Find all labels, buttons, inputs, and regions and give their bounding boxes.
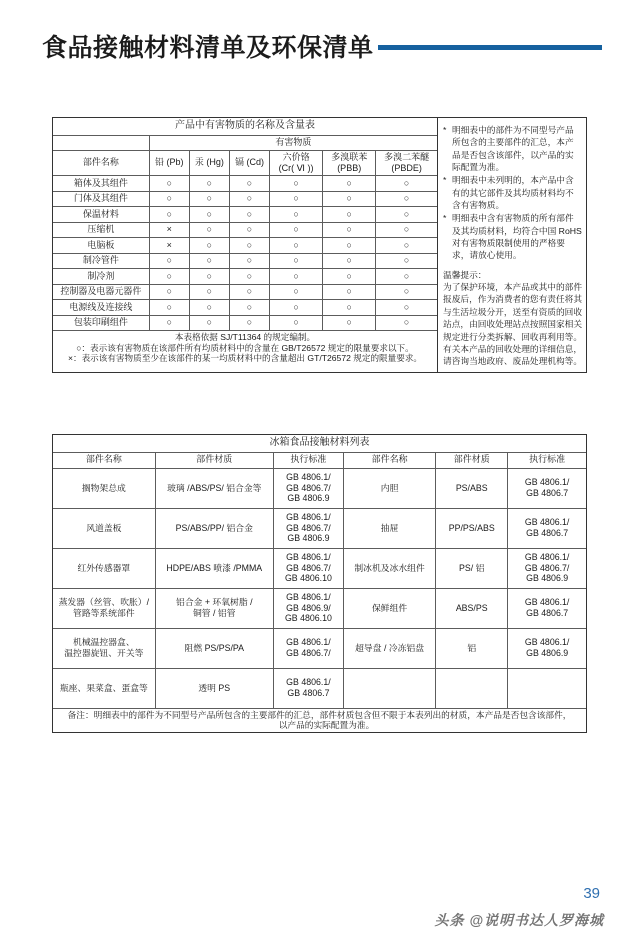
hazard-mark-ok: ○: [149, 315, 189, 331]
hazard-mark-ok: ○: [270, 207, 323, 223]
material-part-left: 搁物架总成: [53, 468, 155, 508]
hazard-group-header: 有害物质: [149, 135, 437, 150]
material-table-body: [53, 468, 586, 708]
hazard-mark-ok: ○: [376, 300, 437, 316]
material-material-left: 玻璃 /ABS/PS/ 铝合金等: [155, 468, 273, 508]
hazard-part-name: 包装印刷组件: [53, 315, 149, 331]
material-header-standard-left: 执行标准: [273, 452, 343, 468]
material-standard-left: GB 4806.1/ GB 4806.7/ GB 4806.9: [273, 468, 343, 508]
material-header-standard-right: 执行标准: [508, 452, 586, 468]
hazard-part-name: 电脑板: [53, 238, 149, 254]
note-text: 明细表中的部件为不同型号产品所包含的主要部件的汇总，本产品是否包含该部件，以产品的实际配置为准。: [452, 125, 574, 173]
asterisk-icon: *: [443, 175, 447, 186]
hazard-mark-ok: ○: [229, 222, 269, 238]
material-standard-left: GB 4806.1/ GB 4806.7/ GB 4806.9: [273, 508, 343, 548]
hazard-mark-ok: ○: [270, 300, 323, 316]
hazard-mark-ok: ○: [270, 269, 323, 285]
material-material-left: PS/ABS/PP/ 铝合金: [155, 508, 273, 548]
tip-body-1: 为了保护环境，本产品或其中的部件报废后，作为消费者的您有责任将其与生活垃圾分开，送至有资质的回收站点，由回收处理站点按照国家相关规定进行分类拆解、回收再利用等。: [443, 282, 582, 342]
hazard-mark-ok: ○: [189, 315, 229, 331]
material-table-footnote: [53, 708, 586, 732]
hazard-mark-ok: ○: [149, 176, 189, 192]
hazard-mark-ok: ○: [376, 315, 437, 331]
hazard-mark-ok: ○: [323, 269, 376, 285]
hazard-mark-ok: ○: [270, 176, 323, 192]
hazard-part-name: 门体及其组件: [53, 191, 149, 207]
tip-body-2: 有关本产品的回收处理的详细信息，请咨询当地政府、废品处理机构等。: [443, 343, 582, 367]
material-part-left: 瓶座、果菜盒、蛋盒等: [53, 668, 155, 708]
hazard-mark-ok: ○: [323, 284, 376, 300]
hazard-mark-ok: ○: [229, 284, 269, 300]
material-material-right: [436, 668, 508, 708]
material-header-material-right: 部件材质: [436, 452, 508, 468]
hazard-col-header-pbb: 多溴联苯 (PBB): [323, 150, 376, 176]
table-row: [53, 207, 437, 223]
hazard-part-name: 压缩机: [53, 222, 149, 238]
hazard-mark-ok: ○: [270, 222, 323, 238]
material-standard-left: GB 4806.1/ GB 4806.7: [273, 668, 343, 708]
hazard-mark-ok: ○: [376, 238, 437, 254]
hazard-part-name: 保温材料: [53, 207, 149, 223]
hazard-part-name: 制冷剂: [53, 269, 149, 285]
material-material-right: PP/PS/ABS: [436, 508, 508, 548]
material-header-material-left: 部件材质: [155, 452, 273, 468]
hazard-mark-ok: ○: [323, 253, 376, 269]
note-item: [443, 174, 582, 211]
material-part-right: 内胆: [344, 468, 436, 508]
hazard-mark-ok: ○: [376, 222, 437, 238]
hazard-mark-exceed: ×: [149, 238, 189, 254]
material-footnote-line-1: 备注：明细表中的部件为不同型号产品所包含的主要部件的汇总，部件材质包含但不限于本表列出的材质，本产品是否包含该部件，: [67, 709, 572, 720]
tip-title: 温馨提示：: [443, 269, 487, 280]
hazard-mark-ok: ○: [229, 191, 269, 207]
table-row: [53, 668, 586, 708]
material-standard-right: GB 4806.1/ GB 4806.7: [508, 508, 586, 548]
material-material-left: 透明 PS: [155, 668, 273, 708]
note-item: [443, 212, 582, 261]
material-material-left: HDPE/ABS 喷漆 /PMMA: [155, 548, 273, 588]
material-part-left: 蒸发器（丝管、吹胀）/ 管路等系统部件: [53, 588, 155, 628]
hazard-mark-ok: ○: [323, 238, 376, 254]
hazard-mark-ok: ○: [149, 284, 189, 300]
title-accent-rule: [378, 45, 602, 50]
hazard-part-name: 电源线及连接线: [53, 300, 149, 316]
hazard-table-title: 产品中有害物质的名称及含量表: [53, 118, 437, 135]
material-material-right: 铝: [436, 628, 508, 668]
page-number: 39: [583, 885, 600, 902]
hazard-mark-ok: ○: [376, 207, 437, 223]
hazard-part-name: 制冷管件: [53, 253, 149, 269]
page-header: [42, 26, 602, 66]
hazard-mark-ok: ○: [323, 300, 376, 316]
hazard-mark-ok: ○: [376, 284, 437, 300]
material-standard-left: GB 4806.1/ GB 4806.9/ GB 4806.10: [273, 588, 343, 628]
table-row: [53, 468, 586, 508]
hazard-mark-ok: ○: [323, 191, 376, 207]
hazard-mark-ok: ○: [229, 315, 269, 331]
material-standard-right: GB 4806.1/ GB 4806.7: [508, 588, 586, 628]
material-part-left: 机械温控器盒、 温控器旋钮、开关等: [53, 628, 155, 668]
hazard-mark-ok: ○: [229, 176, 269, 192]
material-material-left: 铝合金 + 环氧树脂 / 铜管 / 铝管: [155, 588, 273, 628]
hazard-col-header-cr6: 六价铬 (Cr( Ⅵ )): [270, 150, 323, 176]
hazard-table-footnotes: [53, 331, 437, 366]
material-material-right: PS/ABS: [436, 468, 508, 508]
table-row: [53, 315, 437, 331]
note-text: 明细表中未列明的，本产品中含有的其它部件及其均质材料均不含有害物质。: [452, 175, 574, 211]
hazard-mark-ok: ○: [189, 191, 229, 207]
hazard-mark-ok: ○: [149, 207, 189, 223]
environment-notes-panel: [438, 118, 586, 372]
hazard-mark-ok: ○: [149, 253, 189, 269]
hazard-mark-ok: ○: [229, 207, 269, 223]
material-material-left: 阻燃 PS/PS/PA: [155, 628, 273, 668]
hazard-col-header-hg: 汞 (Hg): [189, 150, 229, 176]
table-row: [53, 269, 437, 285]
material-part-right: 抽屉: [344, 508, 436, 548]
hazard-mark-ok: ○: [229, 238, 269, 254]
table-row: [53, 238, 437, 254]
hazard-mark-ok: ○: [323, 207, 376, 223]
hazard-col-header-pb: 铅 (Pb): [149, 150, 189, 176]
hazard-mark-ok: ○: [376, 176, 437, 192]
material-header-part-right: 部件名称: [344, 452, 436, 468]
hazard-substances-table: [53, 118, 437, 365]
hazard-mark-ok: ○: [189, 300, 229, 316]
hazard-mark-ok: ○: [189, 238, 229, 254]
hazard-mark-ok: ○: [323, 176, 376, 192]
hazard-col-header-pbde: 多溴二苯醚 (PBDE): [376, 150, 437, 176]
table-row: [53, 253, 437, 269]
hazard-mark-ok: ○: [376, 191, 437, 207]
material-part-left: 红外传感器罩: [53, 548, 155, 588]
hazard-col-header-cd: 镉 (Cd): [229, 150, 269, 176]
hazard-mark-exceed: ×: [149, 222, 189, 238]
material-part-right: 制冰机及冰水组件: [344, 548, 436, 588]
hazard-part-name: 箱体及其组件: [53, 176, 149, 192]
material-part-right: [344, 668, 436, 708]
material-material-right: PS/ 铝: [436, 548, 508, 588]
watermark: 头条 @说明书达人罗海城: [434, 912, 604, 928]
food-contact-materials-table: [53, 435, 586, 732]
hazard-mark-ok: ○: [229, 300, 269, 316]
material-part-right: 保鲜组件: [344, 588, 436, 628]
hazard-substances-section: [52, 117, 587, 373]
hazard-footnote-2: ×：表示该有害物质至少在该部件的某一均质材料中的含量超出 GT/T26572 规定的限量要求。: [67, 353, 423, 364]
table-row: [53, 191, 437, 207]
hazard-mark-ok: ○: [189, 269, 229, 285]
hazard-mark-ok: ○: [189, 284, 229, 300]
material-standard-left: GB 4806.1/ GB 4806.7/: [273, 628, 343, 668]
hazard-mark-ok: ○: [229, 253, 269, 269]
hazard-mark-ok: ○: [270, 253, 323, 269]
material-table-title: 冰箱食品接触材料列表: [53, 435, 586, 452]
material-standard-right: GB 4806.1/ GB 4806.7: [508, 468, 586, 508]
note-item: [443, 124, 582, 173]
material-footnote-line-2: 以产品的实际配置为准。: [278, 720, 375, 731]
hazard-table-wrapper: [53, 118, 438, 372]
material-standard-left: GB 4806.1/ GB 4806.7/ GB 4806.10: [273, 548, 343, 588]
page-title: 食品接触材料清单及环保清单: [42, 34, 374, 62]
material-standard-right: [508, 668, 586, 708]
hazard-mark-ok: ○: [270, 315, 323, 331]
hazard-mark-ok: ○: [149, 191, 189, 207]
hazard-mark-ok: ○: [229, 269, 269, 285]
table-row: [53, 300, 437, 316]
hazard-empty-corner: [53, 135, 149, 150]
note-text: 明细表中含有害物质的所有部件及其均质材料，均符合中国 RoHS 对有害物质限制使用的严格要求，请放心使用。: [452, 213, 582, 261]
hazard-part-name: 控制器及电器元器件: [53, 284, 149, 300]
material-part-left: 风道盖板: [53, 508, 155, 548]
material-standard-right: GB 4806.1/ GB 4806.7/ GB 4806.9: [508, 548, 586, 588]
table-row: [53, 508, 586, 548]
hazard-mark-ok: ○: [189, 222, 229, 238]
table-row: [53, 628, 586, 668]
material-table-header-row: [53, 452, 586, 468]
asterisk-icon: *: [443, 125, 447, 135]
hazard-mark-ok: ○: [376, 269, 437, 285]
material-standard-right: GB 4806.1/ GB 4806.9: [508, 628, 586, 668]
table-row: [53, 284, 437, 300]
material-part-right: 超导盘 / 冷冻铝盘: [344, 628, 436, 668]
food-contact-materials-section: [52, 434, 587, 733]
table-row: [53, 588, 586, 628]
hazard-mark-ok: ○: [149, 300, 189, 316]
material-material-right: ABS/PS: [436, 588, 508, 628]
hazard-mark-ok: ○: [376, 253, 437, 269]
table-row: [53, 222, 437, 238]
hazard-part-col-header: 部件名称: [53, 150, 149, 176]
asterisk-icon: *: [443, 213, 447, 224]
hazard-mark-ok: ○: [270, 238, 323, 254]
hazard-mark-ok: ○: [323, 315, 376, 331]
hazard-mark-ok: ○: [189, 176, 229, 192]
hazard-mark-ok: ○: [189, 207, 229, 223]
hazard-mark-ok: ○: [270, 284, 323, 300]
material-header-part-left: 部件名称: [53, 452, 155, 468]
hazard-footnote-0: 本表格依据 SJ/T11364 的规定编制。: [174, 332, 316, 342]
hazard-footnote-1: ○：表示该有害物质在该部件所有均质材料中的含量在 GB/T26572 规定的限量要求以下。: [76, 342, 414, 353]
hazard-mark-ok: ○: [149, 269, 189, 285]
hazard-mark-ok: ○: [189, 253, 229, 269]
hazard-table-body: [53, 176, 437, 331]
table-row: [53, 176, 437, 192]
hazard-mark-ok: ○: [270, 191, 323, 207]
table-row: [53, 548, 586, 588]
hazard-mark-ok: ○: [323, 222, 376, 238]
